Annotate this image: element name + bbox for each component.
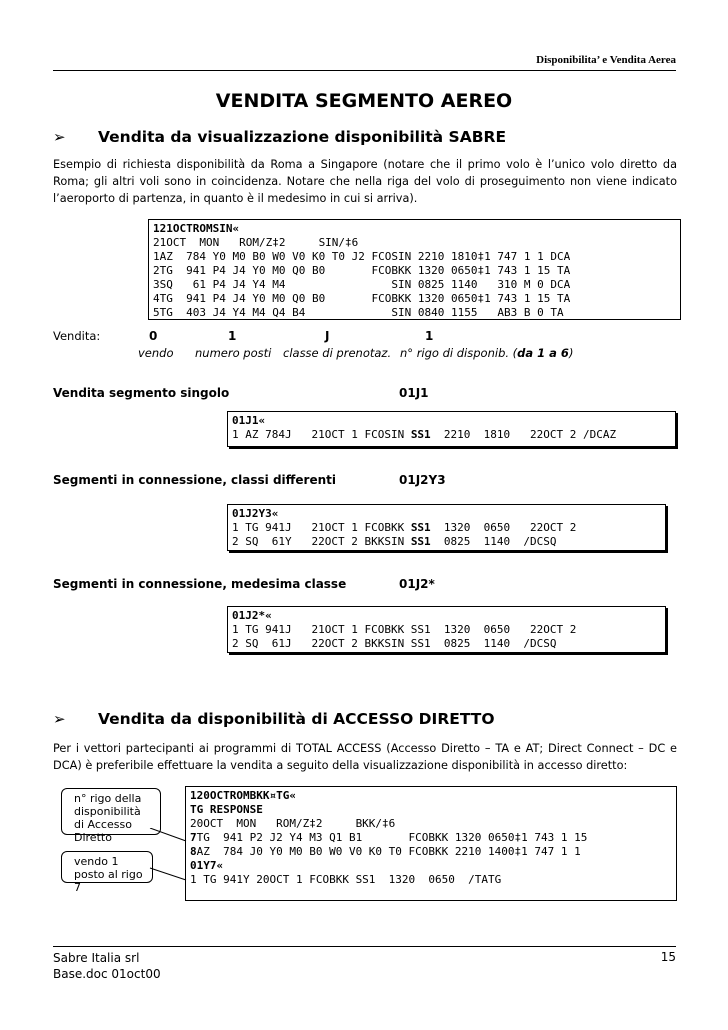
availability-line: 21OCT MON ROM/Z‡2 SIN/‡6 <box>153 236 359 249</box>
arrow-bullet-icon: ➢ <box>53 710 66 728</box>
callout-vendo-posto: vendo 1 posto al rigo 7 <box>61 851 153 883</box>
section-paragraph: Per i vettori partecipanti ai programmi di TOTAL ACCESS (Accesso Diretto – TA e AT; Direct Connect – DC e DCA) è preferibile effettuare la vendita a seguito della visualizzazione disponibilità in accesso diretto: <box>53 742 677 772</box>
response-line: 1 TG 941J 21OCT 1 FCOBKK SS1 1320 0650 22OCT 2 <box>232 521 577 534</box>
availability-command: 121OCTROMSIN« <box>153 222 240 235</box>
direct-access-screen <box>185 786 677 901</box>
response-line: 1 TG 941J 21OCT 1 FCOBKK SS1 1320 0650 22OCT 2 <box>232 623 577 636</box>
screen-line: 1 TG 941Y 20OCT 1 FCOBKK SS1 1320 0650 /TATG <box>190 873 502 886</box>
section-title: Vendita da visualizzazione disponibilità SABRE <box>98 128 507 146</box>
section-heading-sabre <box>53 128 506 146</box>
screen-line: 7TG 941 P2 J2 Y4 M3 Q1 B1 FCOBKK 1320 0650‡1 743 1 15 <box>190 831 588 844</box>
availability-line: 2TG 941 P4 J4 Y0 M0 Q0 B0 FCOBKK 1320 0650‡1 743 1 15 TA <box>153 264 571 277</box>
availability-line: 4TG 941 P4 J4 Y0 M0 Q0 B0 FCOBKK 1320 0650‡1 743 1 15 TA <box>153 292 571 305</box>
vendita-code-J: J <box>325 329 330 343</box>
footer-company: Sabre Italia srl <box>53 951 140 965</box>
response-command: 01J2Y3« <box>232 507 279 520</box>
different-classes-response-box <box>227 504 666 551</box>
subheading-same-class: Segmenti in connessione, medesima classe <box>53 577 347 591</box>
footer-divider <box>53 946 676 947</box>
vendita-code-1: 1 <box>228 329 237 343</box>
footer-doc: Base.doc 01oct00 <box>53 967 161 981</box>
screen-line: 8AZ 784 J0 Y0 M0 B0 W0 V0 K0 T0 FCOBKK 2210 1400‡1 747 1 1 <box>190 845 581 858</box>
header-divider <box>53 70 676 71</box>
legend-rigo: n° rigo di disponib. (da 1 a 6) <box>400 346 574 360</box>
single-response-box <box>227 411 676 447</box>
legend-range: da 1 a 6 <box>517 346 569 360</box>
page-title: VENDITA SEGMENTO AEREO <box>215 90 513 112</box>
subheading-different-classes: Segmenti in connessione, classi differenti <box>53 473 336 487</box>
availability-screen <box>148 219 681 320</box>
vendita-label: Vendita: <box>53 329 101 343</box>
legend-classe: classe di prenotaz. <box>283 346 392 360</box>
callout-pointers <box>140 828 190 888</box>
response-line: 2 SQ 61Y 22OCT 2 BKKSIN SS1 0825 1140 /DCSQ <box>232 535 557 548</box>
command-single: 01J1 <box>399 386 429 400</box>
running-header: Disponibilita’ e Vendita Aerea <box>536 54 676 66</box>
response-command: 01J1« <box>232 414 266 427</box>
response-line: 2 SQ 61J 22OCT 2 BKKSIN SS1 0825 1140 /DCSQ <box>232 637 557 650</box>
command-different-classes: 01J2Y3 <box>399 473 446 487</box>
section-paragraph: Esempio di richiesta disponibilità da Roma a Singapore (notare che il primo volo è l’unico volo diretto da Roma; gli altri voli sono in coincidenza. Notare che nella riga del volo di proseguimento non viene indicato l’aeroporto di partenza, in quanto è il medesimo in cui si arriva). <box>53 158 677 205</box>
screen-line: 20OCT MON ROM/Z‡2 BKK/‡6 <box>190 817 396 830</box>
legend-vendo: vendo <box>138 346 174 360</box>
command-same-class: 01J2* <box>399 577 435 591</box>
availability-line: 5TG 403 J4 Y4 M4 Q4 B4 SIN 0840 1155 AB3 B 0 TA <box>153 306 564 319</box>
availability-line: 3SQ 61 P4 J4 Y4 M4 SIN 0825 1140 310 M 0 DCA <box>153 278 571 291</box>
arrow-bullet-icon: ➢ <box>53 128 66 146</box>
same-class-response-box <box>227 606 666 653</box>
legend-numero-posti: numero posti <box>195 346 272 360</box>
screen-command: 120OCTROMBKK¤TG« <box>190 789 296 802</box>
vendita-code-rigo: 1 <box>425 329 434 343</box>
response-line: 1 AZ 784J 21OCT 1 FCOSIN SS1 2210 1810 22OCT 2 /DCAZ <box>232 428 617 441</box>
response-command: 01J2*« <box>232 609 272 622</box>
availability-line: 1AZ 784 Y0 M0 B0 W0 V0 K0 T0 J2 FCOSIN 2210 1810‡1 747 1 1 DCA <box>153 250 571 263</box>
section-title: Vendita da disponibilità di ACCESSO DIRETTO <box>98 710 495 728</box>
callout-rigo-disponibilita: n° rigo della disponibilità di Accesso Diretto <box>61 788 161 835</box>
vendita-code-0: 0 <box>149 329 158 343</box>
footer <box>53 950 161 982</box>
page-number: 15 <box>660 950 676 964</box>
screen-sell-command: 01Y7« <box>190 859 224 872</box>
screen-response-label: TG RESPONSE <box>190 803 263 816</box>
section-heading-direct-access <box>53 710 495 728</box>
subheading-single: Vendita segmento singolo <box>53 386 230 400</box>
